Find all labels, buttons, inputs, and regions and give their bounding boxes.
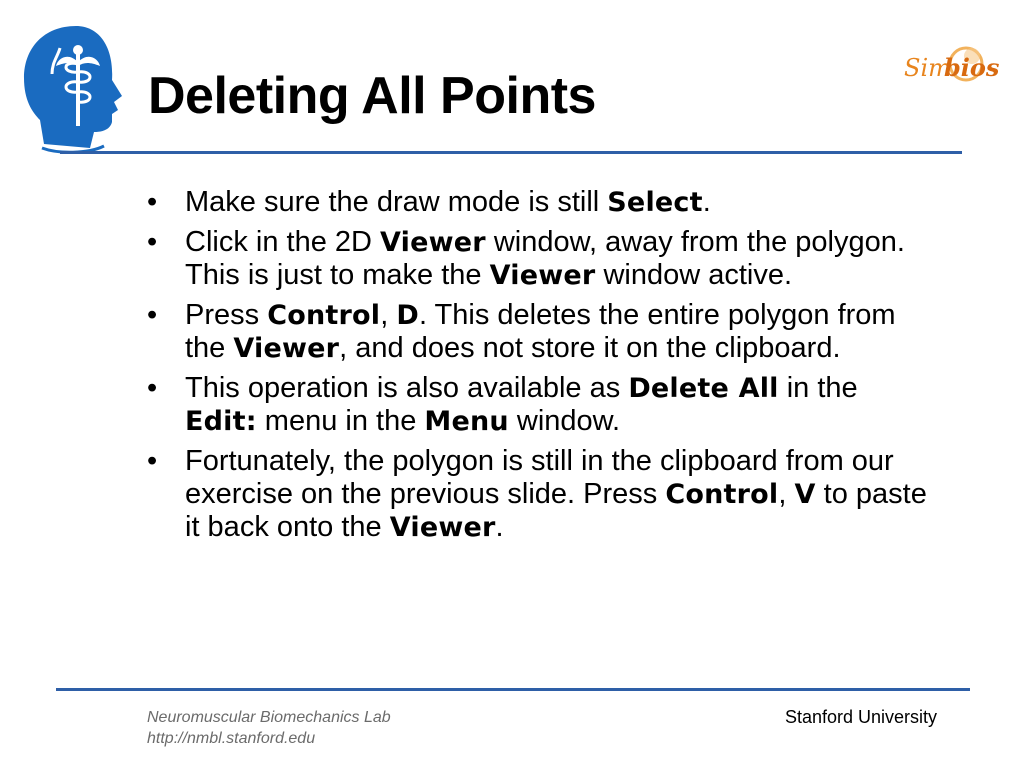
footer-lab-info — [147, 707, 391, 749]
bullet-dot: • — [147, 299, 158, 331]
slide-title: Deleting All Points — [148, 67, 596, 125]
bullet-text: . — [495, 511, 504, 543]
bullet-text: Press — [185, 299, 268, 331]
bold-term: Viewer — [233, 333, 340, 364]
bullet-text: This operation is also available as — [185, 372, 629, 404]
bold-term: D — [396, 300, 419, 331]
bullet-list — [145, 186, 935, 551]
bold-term: Control — [665, 479, 779, 510]
bullet-text: , — [380, 299, 397, 331]
title-divider — [60, 151, 962, 154]
bullet-text: , and does not store it on the clipboard. — [339, 332, 841, 364]
bold-term: Control — [267, 300, 381, 331]
bullet-text: , — [778, 478, 795, 510]
bold-term: Select — [607, 187, 703, 218]
slicer-head-logo — [18, 22, 126, 154]
footer-lab-name: Neuromuscular Biomechanics Lab — [147, 709, 391, 726]
bold-term: Delete All — [628, 373, 779, 404]
bullet-item — [145, 372, 935, 438]
bold-term: Viewer — [380, 227, 486, 258]
bullet-dot: • — [147, 186, 158, 218]
bullet-text: Fortunately, the polygon is still in the clipboard from our exercise on the previous slide. Press — [185, 445, 894, 510]
bullet-dot: • — [147, 226, 158, 258]
bullet-item — [145, 299, 935, 365]
bold-term: Viewer — [389, 512, 496, 543]
bullet-text: Click in the 2D — [185, 226, 381, 258]
bullet-text: . — [702, 186, 711, 218]
simbios-logo-text-b: bios — [944, 53, 1000, 82]
footer-university: Stanford University — [784, 707, 937, 727]
bullet-item — [145, 226, 935, 292]
bullet-text: Make sure the draw mode is still — [185, 186, 608, 218]
bold-term: Menu — [424, 406, 509, 437]
bullet-text: in the — [778, 372, 858, 404]
bullet-text: window active. — [595, 259, 793, 291]
bullet-text: to paste it back onto the — [185, 478, 927, 543]
bold-term: Edit: — [185, 406, 257, 437]
simbios-logo — [902, 42, 1000, 88]
bullet-dot: • — [147, 445, 158, 477]
simbios-logo-text-a: Sim — [904, 54, 951, 82]
footer-divider — [56, 688, 970, 691]
bold-term: V — [794, 479, 816, 510]
bullet-text: window. — [508, 405, 621, 437]
footer-lab-url: http://nmbl.stanford.edu — [147, 730, 316, 747]
bullet-item — [145, 186, 935, 219]
bullet-text: menu in the — [256, 405, 425, 437]
bullet-text: . This deletes the entire polygon from the — [185, 299, 896, 364]
bullet-text: window, away from the polygon. This is just to make the — [185, 226, 905, 291]
bold-term: Viewer — [489, 260, 596, 291]
bullet-item — [145, 445, 935, 544]
bullet-dot: • — [147, 372, 158, 404]
